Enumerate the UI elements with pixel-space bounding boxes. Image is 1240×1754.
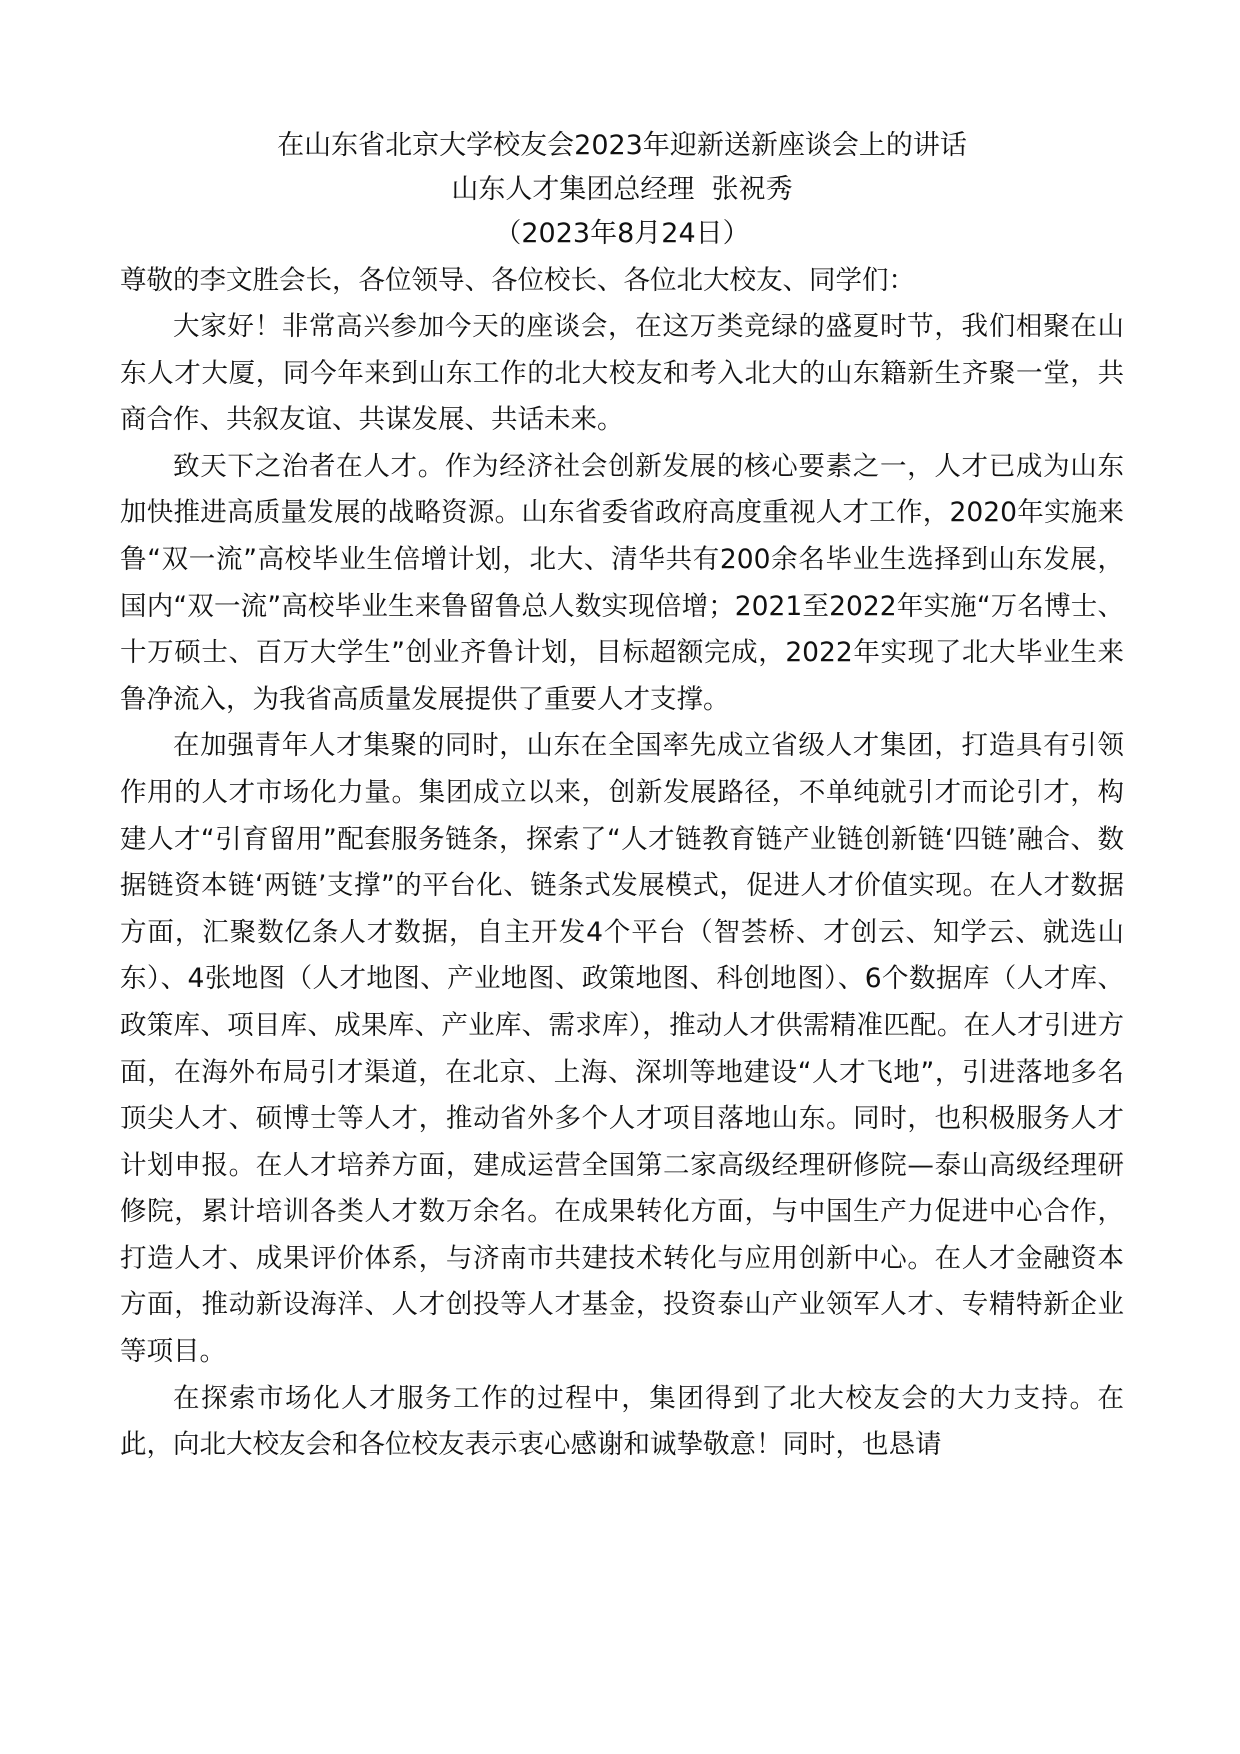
- salutation: 尊敬的李文胜会长，各位领导、各位校长、各位北大校友、同学们：: [120, 265, 915, 296]
- document-title: 在山东省北京大学校友会2023年迎新送新座谈会上的讲话: [277, 130, 967, 161]
- paragraph-4: 在探索市场化人才服务工作的过程中，集团得到了北大校友会的大力支持。在此，向北大校友会和各位校友表示衷心感谢和诚挚敬意！同时，也恳请: [120, 1382, 1124, 1461]
- document-page: [120, 124, 1124, 1469]
- title-block: [120, 124, 1124, 256]
- paragraph-3: 在加强青年人才集聚的同时，山东在全国率先成立省级人才集团，打造具有引领作用的人才市场化力量。集团成立以来，创新发展路径，不单纯就引才而论引才，构建人才“引育留用”配套服务链条，探索了“人才链教育链产业链创新链‘四链’融合、数据链资本链‘两链’支撑”的平台化、链条式发展模式，促进人才价值实现。在人才数据方面，汇聚数亿条人才数据，自主开发4个平台（智荟桥、才创云、知学云、就选山东）、4张地图（人才地图、产业地图、政策地图、科创地图）、6个数据库（人才库、政策库、项目库、成果库、产业库、需求库），推动人才供需精准匹配。在人才引进方面，在海外布局引才渠道，在北京、上海、深圳等地建设“人才飞地”，引进落地多名顶尖人才、硕博士等人才，推动省外多个人才项目落地山东。同时，也积极服务人才计划申报。在人才培养方面，建成运营全国第二家高级经理研修院—泰山高级经理研修院，累计培训各类人才数万余名。在成果转化方面，与中国生产力促进中心合作，打造人才、成果评价体系，与济南市共建技术转化与应用创新中心。在人才金融资本方面，推动新设海洋、人才创投等人才基金，投资泰山产业领军人才、专精特新企业等项目。: [120, 730, 1124, 1368]
- speaker-line: 山东人才集团总经理 张祝秀: [451, 174, 793, 205]
- paragraph-2: 致天下之治者在人才。作为经济社会创新发展的核心要素之一，人才已成为山东加快推进高质量发展的战略资源。山东省委省政府高度重视人才工作，2020年实施来鲁“双一流”高校毕业生倍增计划，北大、清华共有200余名毕业生选择到山东发展，国内“双一流”高校毕业生来鲁留鲁总人数实现倍增；2021至2022年实施“万名博士、十万硕士、百万大学生”创业齐鲁计划，目标超额完成，2022年实现了北大毕业生来鲁净流入，为我省高质量发展提供了重要人才支撑。: [120, 450, 1124, 715]
- paragraph-1: 大家好！非常高兴参加今天的座谈会，在这万类竞绿的盛夏时节，我们相聚在山东人才大厦，同今年来到山东工作的北大校友和考入北大的山东籍新生齐聚一堂，共商合作、共叙友谊、共谋发展、共话未来。: [120, 311, 1124, 436]
- date-line: （2023年8月24日）: [494, 218, 750, 249]
